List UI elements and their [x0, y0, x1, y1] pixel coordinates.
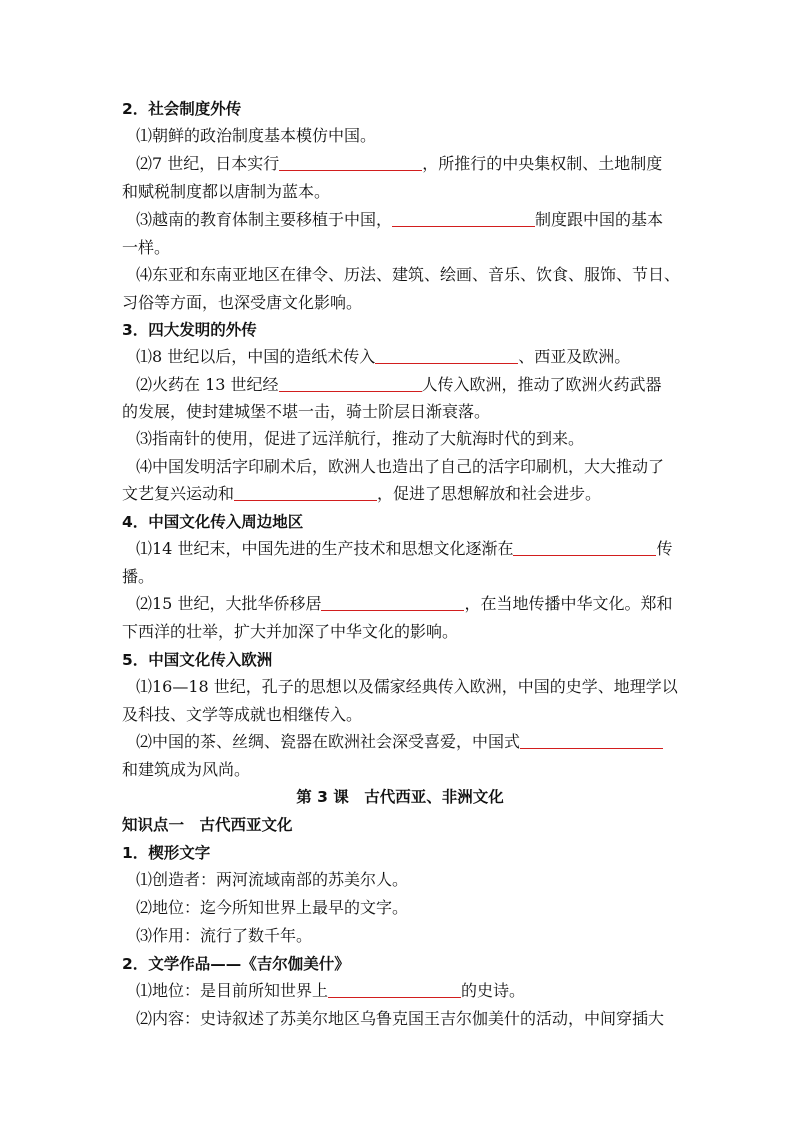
knowledge-point-heading: 知识点一 古代西亚文化	[122, 816, 293, 834]
paragraph	[136, 731, 663, 753]
fill-blank[interactable]	[513, 538, 656, 556]
fill-blank[interactable]	[375, 346, 518, 364]
fill-blank[interactable]	[328, 980, 461, 998]
paragraph	[136, 593, 672, 615]
paragraph: ⑷东亚和东南亚地区在律令、历法、建筑、绘画、音乐、饮食、服饰、节日、	[136, 265, 681, 284]
paragraph	[136, 980, 525, 1002]
paragraph: 及科技、文学等成就也相继传入。	[122, 705, 363, 724]
paragraph: 和建筑成为风尚。	[122, 760, 251, 779]
text: ⑴14 世纪末，中国先进的生产技术和思想文化逐渐在	[136, 539, 514, 558]
text: ⑶越南的教育体制主要移植于中国，	[136, 210, 393, 229]
fill-blank[interactable]	[321, 593, 464, 611]
lesson-title: 第 3 课 古代西亚、非洲文化	[296, 788, 504, 806]
section-heading: 1．楔形文字	[122, 844, 211, 862]
paragraph: ⑵地位：迄今所知世界上最早的文字。	[136, 898, 409, 917]
text: ，所推行的中央集权制、土地制度	[422, 154, 663, 173]
fill-blank[interactable]	[279, 374, 422, 392]
fill-blank[interactable]	[392, 209, 535, 227]
fill-blank[interactable]	[279, 153, 422, 171]
paragraph: 习俗等方面，也深受唐文化影响。	[122, 293, 363, 312]
paragraph: ⑶作用：流行了数千年。	[136, 926, 313, 945]
text: ⑴8 世纪以后，中国的造纸术传入	[136, 347, 376, 366]
paragraph	[136, 346, 630, 368]
text: ⑴地位：是目前所知世界上	[136, 981, 329, 1000]
paragraph	[136, 374, 662, 396]
paragraph: 一样。	[122, 238, 171, 257]
text: ，在当地传播中华文化。郑和	[464, 594, 673, 613]
text: 人传入欧洲，推动了欧洲火药武器	[421, 375, 662, 394]
text: 的史诗。	[461, 981, 526, 1000]
fill-blank[interactable]	[520, 731, 663, 749]
paragraph	[136, 209, 663, 231]
paragraph: ⑴创造者：两河流域南部的苏美尔人。	[136, 870, 409, 889]
paragraph	[136, 153, 662, 175]
paragraph	[122, 483, 601, 505]
section-heading: 2．社会制度外传	[122, 100, 242, 118]
paragraph: 的发展，使封建城堡不堪一击，骑士阶层日渐衰落。	[122, 402, 491, 421]
paragraph: ⑵内容：史诗叙述了苏美尔地区乌鲁克国王吉尔伽美什的活动，中间穿插大	[136, 1009, 665, 1028]
paragraph: 下西洋的壮举，扩大并加深了中华文化的影响。	[122, 622, 459, 641]
paragraph: ⑶指南针的使用，促进了远洋航行，推动了大航海时代的到来。	[136, 429, 585, 448]
text: ⑵火药在 13 世纪经	[136, 375, 279, 394]
paragraph	[136, 538, 672, 560]
paragraph: ⑴16—18 世纪，孔子的思想以及儒家经典传入欧洲，中国的史学、地理学以	[136, 677, 678, 696]
text: ，促进了思想解放和社会进步。	[377, 484, 602, 503]
text: 制度跟中国的基本	[535, 210, 664, 229]
section-heading: 3．四大发明的外传	[122, 321, 257, 339]
paragraph: ⑴朝鲜的政治制度基本模仿中国。	[136, 126, 377, 145]
text: ⑵15 世纪，大批华侨移居	[136, 594, 322, 613]
text: 、西亚及欧洲。	[518, 347, 631, 366]
text: 传	[656, 539, 673, 558]
text: ⑵中国的茶、丝绸、瓷器在欧洲社会深受喜爱，中国式	[136, 732, 521, 751]
text: ⑵7 世纪，日本实行	[136, 154, 280, 173]
section-heading: 4．中国文化传入周边地区	[122, 513, 304, 531]
section-heading: 5．中国文化传入欧洲	[122, 651, 273, 669]
paragraph: ⑷中国发明活字印刷术后，欧洲人也造出了自己的活字印刷机，大大推动了	[136, 457, 665, 476]
section-heading: 2．文学作品——《吉尔伽美什》	[122, 955, 350, 973]
paragraph: 播。	[122, 567, 155, 586]
paragraph: 和赋税制度都以唐制为蓝本。	[122, 182, 331, 201]
fill-blank[interactable]	[234, 483, 377, 501]
text: 文艺复兴运动和	[122, 484, 235, 503]
